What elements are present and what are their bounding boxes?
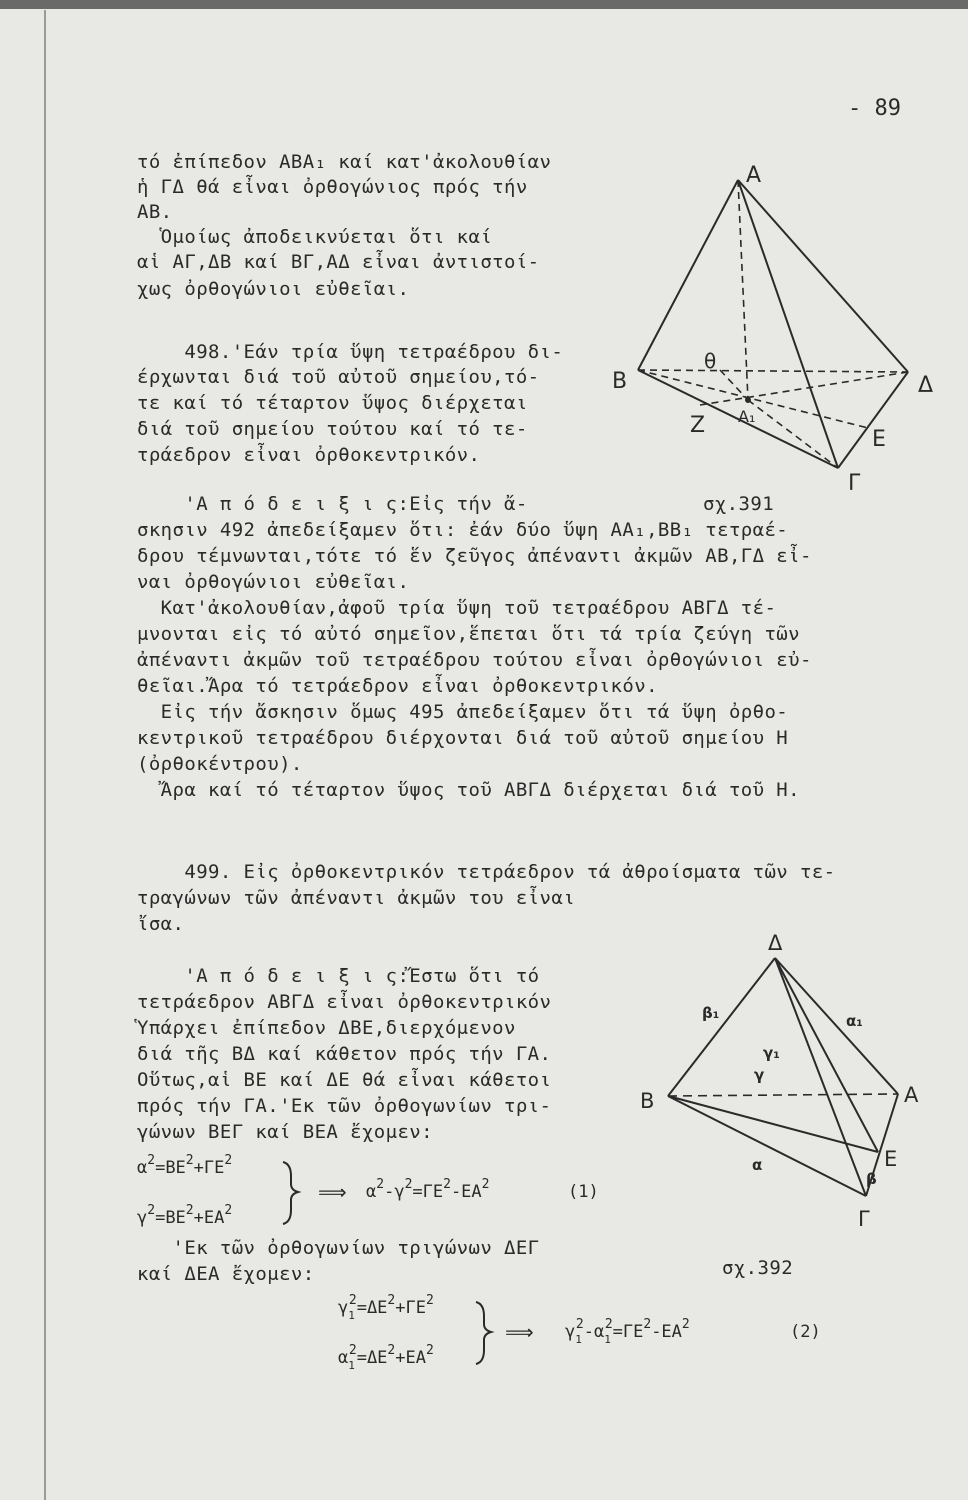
label-gamma1: γ₁ <box>763 1044 780 1062</box>
label-a: A <box>904 1083 919 1107</box>
label-alpha: α <box>752 1156 763 1174</box>
proof-499-line: 'Α π ό δ ε ι ξ ι ς:Ἔστω ὅτι τό <box>137 965 540 987</box>
proof-498-line: Ἄρα καί τό τέταρτον ὕψος τοῦ ΑΒΓΔ διέρχεται διά τοῦ Η. <box>137 779 800 801</box>
proposition-498-line: διά τοῦ σημείου τούτου καί τό τε- <box>137 418 528 440</box>
label-g: Γ <box>848 471 861 496</box>
label-b: B <box>640 1089 655 1113</box>
implies-arrow-2: ⟹ <box>505 1320 534 1344</box>
label-e: E <box>872 427 886 452</box>
proposition-498-line: τε καί τό τέταρτον ὕψος διέρχεται <box>137 392 528 414</box>
equation-1-line-b: $\gamma^2=BE^2+EA^2$ <box>137 1203 233 1228</box>
proof-498-line: δρου τέμνωνται,τότε τό ἕν ζεῦγος ἀπέναντι ἀκμῶν ΑΒ,ΓΔ εἶ- <box>137 545 812 567</box>
figure-392-caption: σχ.392 <box>722 1257 794 1279</box>
label-g: Γ <box>858 1207 870 1231</box>
proof-499-line: καί ΔΕΑ ἔχομεν: <box>137 1263 315 1285</box>
proof-498-line: μνονται εἰς τό αὐτό σημεῖον,ἕπεται ὅτι τά τρία ζεύγη τῶν <box>137 623 800 645</box>
equation-1-line-a: $\alpha^2=BE^2+\Gamma E^2$ <box>137 1153 233 1178</box>
label-alpha1: α₁ <box>846 1012 863 1030</box>
label-a1: A₁ <box>738 407 756 426</box>
proposition-499-line: ἴσα. <box>137 913 185 935</box>
proposition-499-line: τραγώνων τῶν ἀπέναντι ἀκμῶν του εἶναι <box>137 887 576 909</box>
proof-499-line: πρός τήν ΓΑ.'Εκ τῶν ὀρθογωνίων τρι- <box>137 1095 552 1117</box>
label-d: Δ <box>768 931 783 955</box>
label-z: Z <box>690 413 706 438</box>
proposition-498-line: 498.'Εάν τρία ὕψη τετραέδρου δι- <box>137 341 564 363</box>
equation-2-line-b: $\alpha_1^2=\Delta E^2+EA^2$ <box>338 1343 434 1372</box>
implies-arrow-1: ⟹ <box>318 1180 347 1204</box>
proof-498-line: Εἰς τήν ἄσκησιν ὅμως 495 ἀπεδείξαμεν ὅτι τά ὕψη ὀρθο- <box>137 701 789 723</box>
equation-2-line-a: $\gamma_1^2=\Delta E^2+\Gamma E^2$ <box>338 1293 434 1322</box>
text-line: ἡ ΓΔ θά εἶναι ὀρθογώνιος πρός τήν <box>137 176 528 198</box>
equation-1-tag: (1) <box>568 1182 599 1202</box>
proposition-498-line: έρχωνται διά τοῦ αὐτοῦ σημείου,τό- <box>137 366 540 388</box>
text-line: τό ἐπίπεδον ΑΒΑ₁ καί κατ'ἀκολουθίαν <box>137 151 552 173</box>
label-theta: θ <box>704 349 717 373</box>
label-beta: β <box>866 1170 877 1188</box>
text-line: Ὁμοίως ἀποδεικνύεται ὅτι καί <box>137 226 493 248</box>
equation-2-result: $\gamma_1^2-\alpha_1^2=\Gamma E^2-EA^2$ <box>565 1317 690 1346</box>
proof-498-line: θεῖαι.Ἄρα τό τετράεδρον εἶναι ὀρθοκεντρικόν. <box>137 675 658 697</box>
figure-391-caption: σχ.391 <box>703 493 775 515</box>
proof-499-line: τετράεδρον ΑΒΓΔ εἶναι ὀρθοκεντρικόν <box>137 991 552 1013</box>
proof-499-line: Οὕτως,αἱ ΒΕ καί ΔΕ θά εἶναι κάθετοι <box>137 1069 552 1091</box>
label-e: E <box>884 1147 898 1171</box>
proof-498-line: Κατ'ἀκολουθίαν,ἀφοῦ τρία ὕψη τοῦ τετραέδρου ΑΒΓΔ τέ- <box>137 597 777 619</box>
label-b: B <box>612 369 628 394</box>
proof-498-line: ναι ὀρθογώνιοι εὐθεῖαι. <box>137 571 410 593</box>
text-line: αἱ ΑΓ,ΔΒ καί ΒΓ,ΑΔ εἶναι ἀντιστοί- <box>137 251 540 273</box>
proof-498-line: κεντρικοῦ τετραέδρου διέρχονται διά τοῦ αὐτοῦ σημείου Η <box>137 727 789 749</box>
proposition-499-line: 499. Εἰς ὀρθοκεντρικόν τετράεδρον τά ἀθροίσματα τῶν τε- <box>137 861 836 883</box>
equation-1-result: $\alpha^2-\gamma^2=\Gamma E^2-EA^2$ <box>366 1177 490 1202</box>
equation-2-tag: (2) <box>790 1322 821 1342</box>
proof-499-line: 'Εκ τῶν ὀρθογωνίων τριγώνων ΔΕΓ <box>137 1237 540 1259</box>
proof-498-line: σκησιν 492 ἀπεδείξαμεν ὅτι: ἐάν δύο ὕψη ΑΑ₁,ΒΒ₁ τετραέ- <box>137 519 789 541</box>
proof-499-line: γώνων ΒΕΓ καί ΒΕΑ ἔχομεν: <box>137 1121 433 1143</box>
proposition-498-line: τράεδρον εἶναι ὀρθοκεντρικόν. <box>137 444 481 466</box>
proof-498-line: (ὀρθοκέντρου). <box>137 753 303 775</box>
proof-498-line: ἀπέναντι ἀκμῶν τοῦ τετραέδρου τούτου εἶναι ὀρθογώνιοι εὐ- <box>137 649 812 671</box>
proof-498-line: 'Α π ό δ ε ι ξ ι ς:Εἰς τήν ἄ- <box>137 493 528 515</box>
proof-499-line: Ὑπάρχει ἐπίπεδον ΔΒΕ,διερχόμενον <box>137 1017 516 1039</box>
page-number: - 89 <box>848 96 901 121</box>
label-d: Δ <box>918 373 934 398</box>
proof-499-line: διά τῆς ΒΔ καί κάθετον πρός τήν ΓΑ. <box>137 1043 552 1065</box>
label-beta1: β₁ <box>702 1004 720 1022</box>
label-gamma: γ <box>754 1066 765 1084</box>
text-line: χως ὀρθογώνιοι εὐθεῖαι. <box>137 278 410 300</box>
text-line: ΑΒ. <box>137 201 173 223</box>
label-a: A <box>746 163 762 188</box>
